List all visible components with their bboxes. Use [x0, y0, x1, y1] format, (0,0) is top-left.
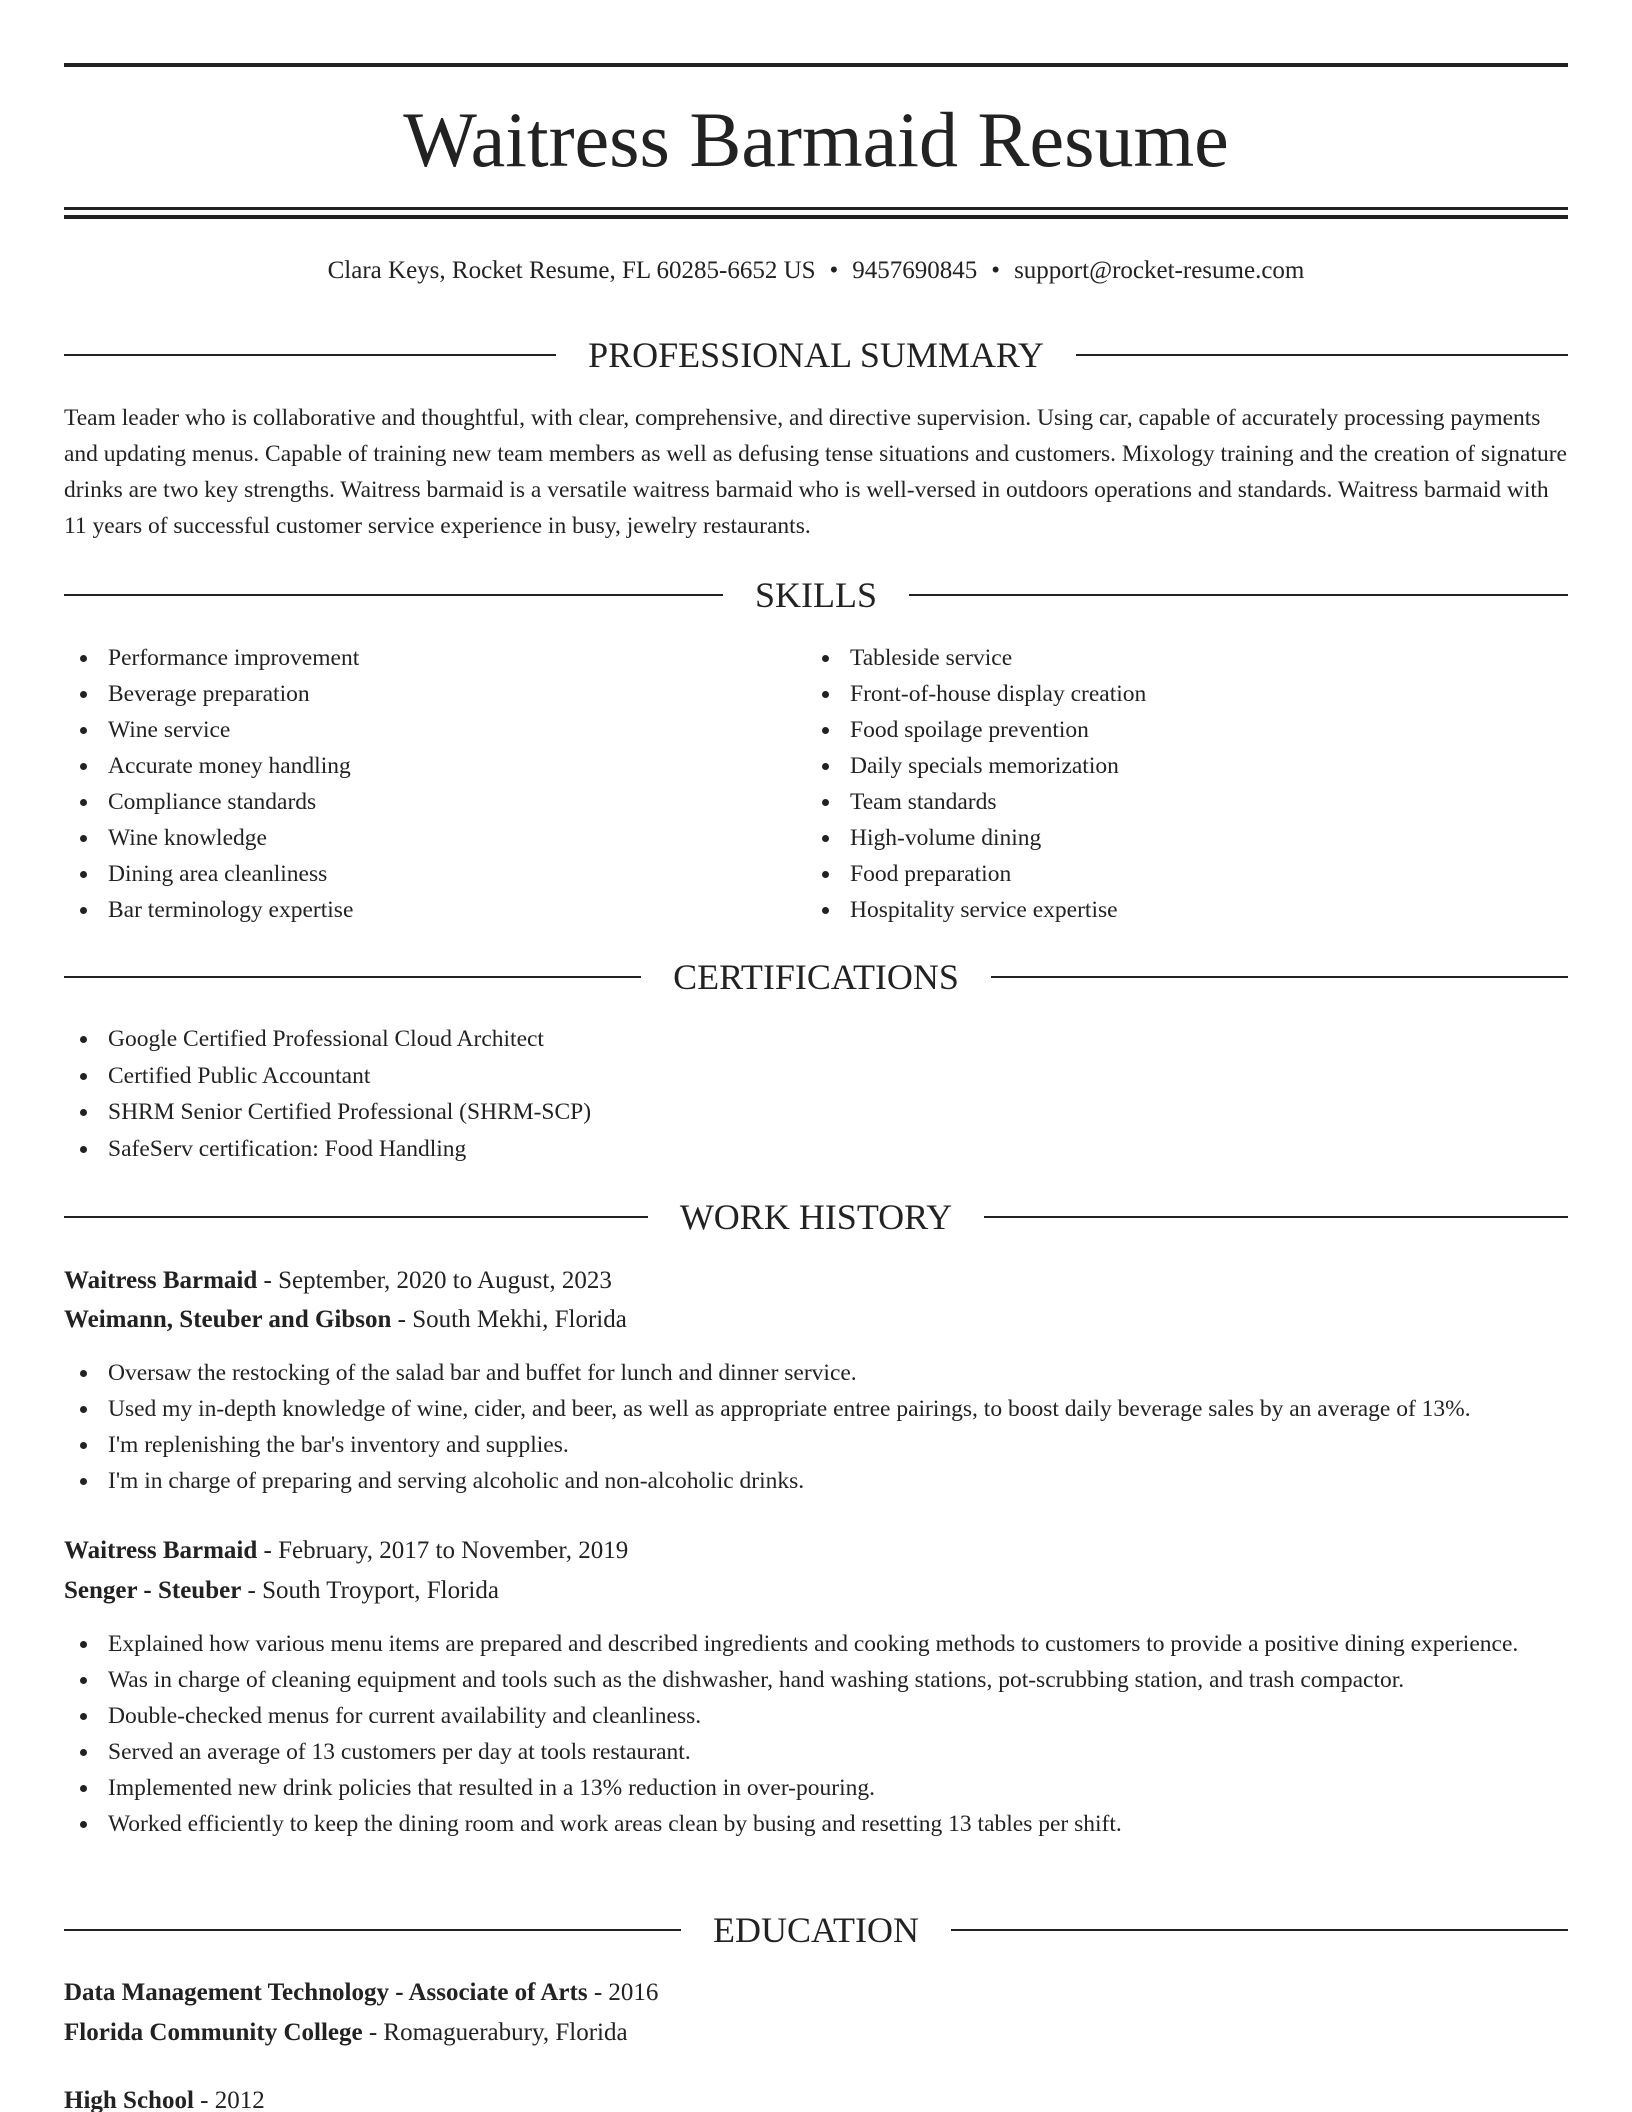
skill-item: Hospitality service expertise — [806, 892, 1566, 928]
job-bullet: Used my in-depth knowledge of wine, cider, and beer, as well as appropriate entree pairings, to boost daily beverage sales by an average of 13%. — [64, 1391, 1568, 1427]
section-rule — [64, 976, 641, 978]
section-rule — [64, 1216, 648, 1218]
job-bullets — [64, 1626, 1568, 1842]
section-title-education: EDUCATION — [713, 1910, 919, 1950]
skill-item: Bar terminology expertise — [64, 892, 804, 928]
skill-item: Tableside service — [806, 640, 1566, 676]
section-title-summary: PROFESSIONAL SUMMARY — [588, 335, 1044, 375]
job-bullet: Served an average of 13 customers per day at tools restaurant. — [64, 1734, 1568, 1770]
job-bullet: Worked efficiently to keep the dining room and work areas clean by busing and resetting 13 tables per shift. — [64, 1806, 1568, 1842]
resume-title: Waitress Barmaid Resume — [403, 96, 1229, 183]
education-degree: High School — [64, 2087, 194, 2112]
section-rule — [64, 354, 556, 356]
section-rule — [909, 594, 1568, 596]
skill-item: Accurate money handling — [64, 748, 804, 784]
job-bullet: Explained how various menu items are prepared and described ingredients and cooking methods to customers to provide a positive dining experience. — [64, 1626, 1568, 1662]
job-title: Waitress Barmaid — [64, 1267, 258, 1294]
contact-address: Clara Keys, Rocket Resume, FL 60285-6652 US — [327, 257, 816, 284]
section-header-summary — [64, 333, 1568, 377]
education-degree-line — [64, 2083, 1568, 2112]
skill-item: High-volume dining — [806, 820, 1566, 856]
education-school-line — [64, 2015, 1568, 2051]
education-year: - 2012 — [193, 2087, 265, 2112]
skill-item: Daily specials memorization — [806, 748, 1566, 784]
skill-item: Front-of-house display creation — [806, 676, 1566, 712]
section-rule — [951, 1929, 1568, 1931]
section-rule — [64, 1929, 681, 1931]
job-company: Weimann, Steuber and Gibson — [64, 1306, 392, 1333]
top-rule — [64, 63, 1568, 67]
contact-line — [64, 254, 1568, 288]
job-bullet: Double-checked menus for current availability and cleanliness. — [64, 1698, 1568, 1734]
contact-separator: • — [829, 257, 839, 284]
job-location: - South Mekhi, Florida — [391, 1306, 627, 1333]
job-company-line — [64, 1302, 1568, 1338]
job-bullet: I'm in charge of preparing and serving alcoholic and non-alcoholic drinks. — [64, 1463, 1568, 1499]
certification-item: Google Certified Professional Cloud Architect — [64, 1021, 1064, 1058]
skill-item: Food spoilage prevention — [806, 712, 1566, 748]
skill-item: Dining area cleanliness — [64, 856, 804, 892]
job-title: Waitress Barmaid — [64, 1537, 258, 1564]
education-degree: Data Management Technology - Associate of Arts — [64, 1979, 588, 2006]
skills-list-right — [806, 640, 1566, 928]
education-year: - 2016 — [587, 1979, 659, 2006]
section-rule — [991, 976, 1568, 978]
skill-item: Wine knowledge — [64, 820, 804, 856]
section-rule — [984, 1216, 1568, 1218]
title-double-rule — [64, 207, 1568, 219]
section-title-skills: SKILLS — [755, 575, 878, 615]
education-school: Florida Community College — [64, 2019, 363, 2046]
skill-item: Compliance standards — [64, 784, 804, 820]
skill-item: Performance improvement — [64, 640, 804, 676]
job-dates: - September, 2020 to August, 2023 — [257, 1267, 612, 1294]
education-degree-line — [64, 1975, 1568, 2011]
job-bullet: Was in charge of cleaning equipment and tools such as the dishwasher, hand washing stations, pot-scrubbing station, and trash compactor. — [64, 1662, 1568, 1698]
job-bullets — [64, 1355, 1568, 1499]
section-rule — [64, 594, 723, 596]
job-dates: - February, 2017 to November, 2019 — [257, 1537, 629, 1564]
job-company-line — [64, 1573, 1568, 1609]
certifications-list — [64, 1021, 1064, 1168]
job-title-line — [64, 1533, 1568, 1569]
certification-item: SHRM Senior Certified Professional (SHRM-SCP) — [64, 1094, 1064, 1131]
skill-item: Wine service — [64, 712, 804, 748]
contact-phone: 9457690845 — [852, 257, 978, 284]
section-title-certifications: CERTIFICATIONS — [673, 957, 959, 997]
skills-list-left — [64, 640, 804, 928]
job-company: Senger - Steuber — [64, 1577, 242, 1604]
skill-item: Team standards — [806, 784, 1566, 820]
section-header-work-history — [64, 1195, 1568, 1239]
contact-separator: • — [991, 257, 1001, 284]
section-title-work-history: WORK HISTORY — [679, 1197, 953, 1237]
certification-item: Certified Public Accountant — [64, 1058, 1064, 1095]
section-header-education — [64, 1908, 1568, 1952]
job-title-line — [64, 1263, 1568, 1299]
education-location: - Romaguerabury, Florida — [362, 2019, 628, 2046]
job-location: - South Troyport, Florida — [241, 1577, 499, 1604]
summary-text: Team leader who is collaborative and thoughtful, with clear, comprehensive, and directive supervision. Using car, capable of accurately processing payments and updating menus. Capable of training new team members as well as defusing tense situations and customers. Mixology training and the creation of signature drinks are two key strengths. Waitress barmaid is a versatile waitress barmaid who is well-versed in outdoors operations and standards. Waitress barmaid with 11 years of successful customer service experience in busy, jewelry restaurants. — [64, 405, 1567, 539]
certification-item: SafeServ certification: Food Handling — [64, 1131, 1064, 1168]
job-bullet: Oversaw the restocking of the salad bar and buffet for lunch and dinner service. — [64, 1355, 1568, 1391]
section-rule — [1076, 354, 1568, 356]
section-header-skills — [64, 573, 1568, 617]
contact-email: support@rocket-resume.com — [1014, 257, 1305, 284]
job-bullet: Implemented new drink policies that resulted in a 13% reduction in over-pouring. — [64, 1770, 1568, 1806]
section-header-certifications — [64, 955, 1568, 999]
skill-item: Food preparation — [806, 856, 1566, 892]
job-bullet: I'm replenishing the bar's inventory and supplies. — [64, 1427, 1568, 1463]
skill-item: Beverage preparation — [64, 676, 804, 712]
